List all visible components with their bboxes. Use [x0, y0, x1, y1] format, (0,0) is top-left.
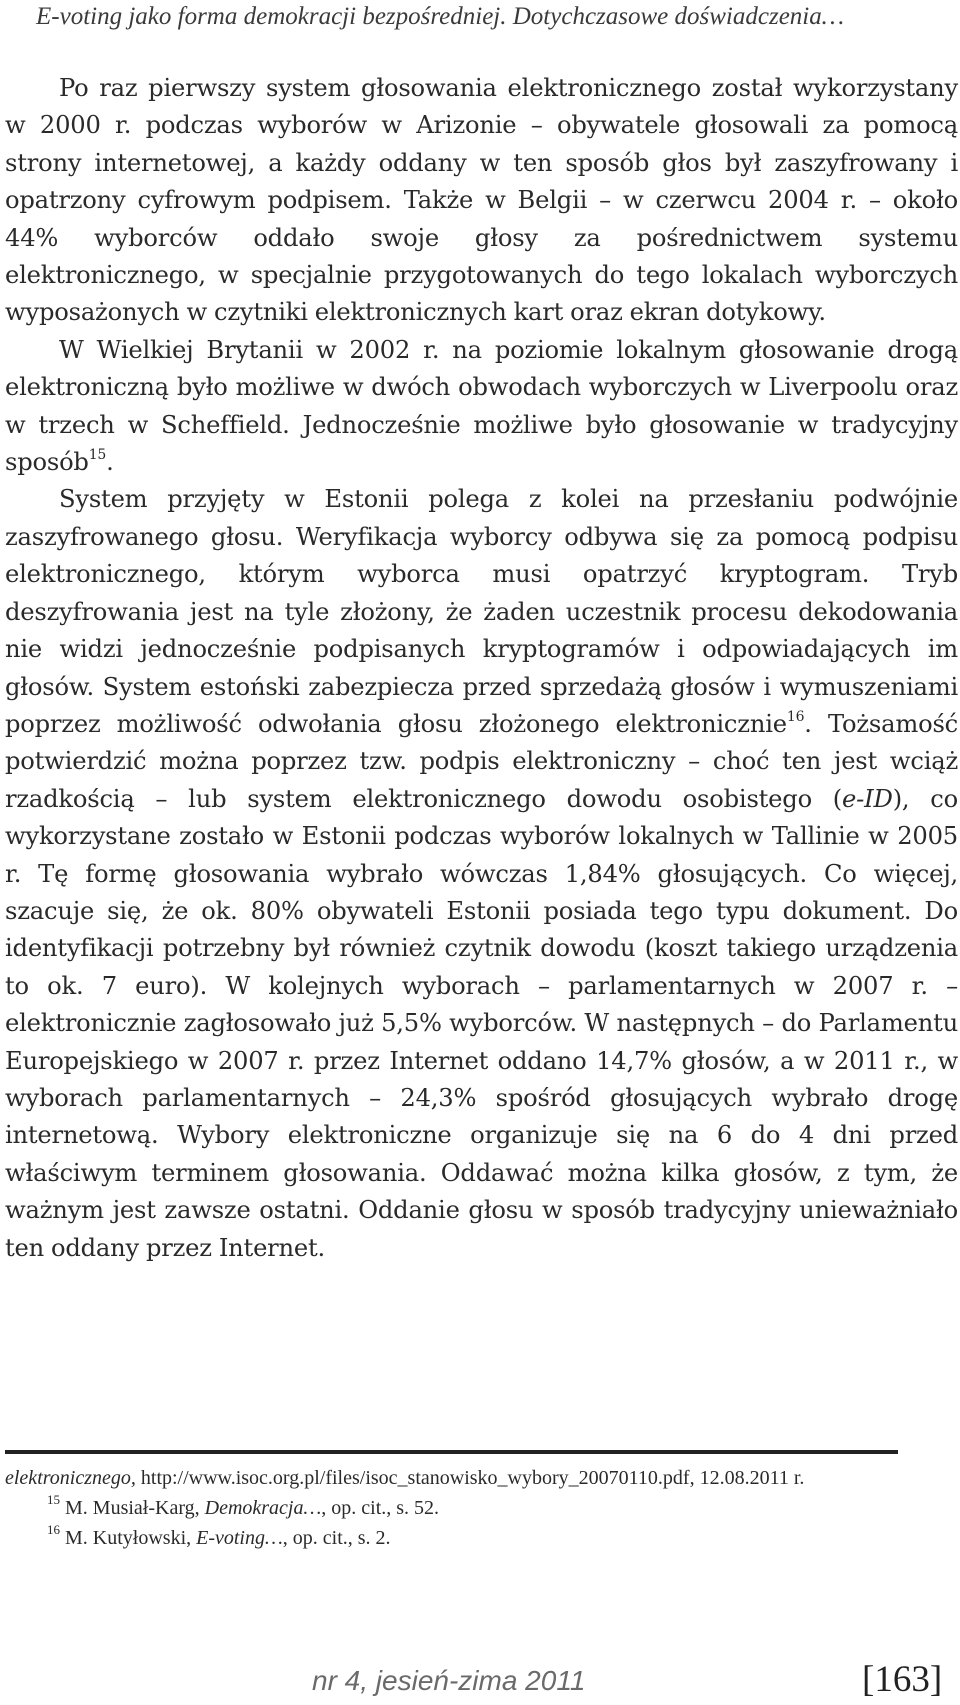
footnote-15-title: Demokracja…: [204, 1497, 322, 1519]
footnote-continuation-italic: elektronicznego,: [5, 1467, 136, 1489]
footnote-separator: [5, 1450, 898, 1454]
footnote-15-author: M. Musiał-Karg,: [65, 1497, 205, 1519]
footnote-ref-16[interactable]: 16: [786, 708, 805, 725]
paragraph-3-part-a: System przyjęty w Estonii polega z kolei na przesłaniu podwójnie zaszyfrowanego głosu. Weryfikacja wyborcy odbywa się za pomocą podpisu elektronicznego, którym wyborca musi opatrzyć kryptogram. Tryb deszyfrowania jest na tyle złożony, że żaden uczestnik procesu dekodowania nie widzi jednocześnie podpisanych kryptogramów i odpowiadających im głosów. System estoński zabezpiecza przed sprzedażą głosów i wymuszeniami poprzez możliwość odwołania głosu złożonego elektronicznie: [5, 485, 958, 738]
footnote-16-author: M. Kutyłowski,: [65, 1527, 197, 1549]
footnote-15: [5, 1493, 955, 1523]
footnote-continuation-url: http://www.isoc.org.pl/files/isoc_stanowisko_wybory_20070110.pdf, 12.08.2011 r.: [135, 1467, 805, 1489]
footnote-16: [5, 1523, 955, 1553]
eid-term: e-ID: [842, 784, 893, 813]
footnote-continuation: [5, 1463, 955, 1493]
paragraph-3-part-c: ), co wykorzystane zostało w Estonii podczas wyborów lokalnych w Tallinie w 2005 r. Tę formę głosowania wybrało wówczas 1,84% głosujących. Co więcej, szacuje się, że ok. 80% obywateli Estonii posiada tego typu dokument. Do identyfikacji potrzebny był również czytnik dowodu (koszt takiego urządzenia to ok. 7 euro). W kolejnych wyborach – parlamentarnych w 2007 r. – elektronicznie zagłosowało już 5,5% wyborców. W następnych – do Parlamentu Europejskiego w 2007 r. przez Internet oddano 14,7% głosów, a w 2011 r., w wyborach parlamentarnych – 24,3% spośród głosujących wybrało drogę internetową. Wybory elektroniczne organizuje się na 6 do 4 dni przed właściwym terminem głosowania. Oddawać można kilka głosów, z tym, że ważnym jest zawsze ostatni. Oddanie głosu w sposób tradycyjny unieważniało ten oddany przez Internet.: [5, 784, 958, 1262]
paragraph-3-part-b: . Tożsamość potwierdzić można poprzez tzw. podpis elektroniczny – choć ten jest wciąż rzadkością – lub system elektronicznego dowodu osobistego (: [5, 709, 959, 813]
footnote-15-number: 15: [47, 1492, 60, 1508]
footnote-15-rest: , op. cit., s. 52.: [321, 1497, 440, 1519]
footnote-16-title: E-voting…: [196, 1527, 283, 1549]
footnote-ref-15[interactable]: 15: [88, 447, 107, 463]
paragraph-2-end: .: [106, 448, 114, 477]
footnote-16-number: 16: [47, 1522, 60, 1538]
running-header: E-voting jako forma demokracji bezpośredniej. Dotychczasowe doświadczenia…: [36, 3, 844, 30]
footnotes: [5, 1463, 955, 1553]
footnote-16-rest: , op. cit., s. 2.: [282, 1527, 391, 1549]
main-text: [5, 70, 958, 1267]
paragraph-2-text: W Wielkiej Brytanii w 2002 r. na poziomie lokalnym głosowanie drogą elektroniczną było możliwe w dwóch obwodach wyborczych w Liverpoolu oraz w trzech w Scheffield. Jednocześnie możliwe było głosowanie w tradycyjny sposób: [5, 335, 958, 477]
paragraph-1: Po raz pierwszy system głosowania elektronicznego został wykorzystany w 2000 r. podczas wyborów w Arizonie – obywatele głosowali za pomocą strony internetowej, a każdy oddany w ten sposób głos był zaszyfrowany i opatrzony cyfrowym podpisem. Także w Belgii – w czerwcu 2004 r. – około 44% wyborców oddało swoje głosy za pośrednictwem systemu elektronicznego, w specjalnie przygotowanych do tego lokalach wyborczych wyposażonych w czytniki elektronicznych kart oraz ekran dotykowy.: [5, 74, 958, 327]
footer-issue: nr 4, jesień-zima 2011: [312, 1665, 586, 1696]
page-number: [163]: [862, 1659, 943, 1700]
paragraph-2: [5, 332, 958, 482]
paragraph-3: [5, 481, 958, 1267]
